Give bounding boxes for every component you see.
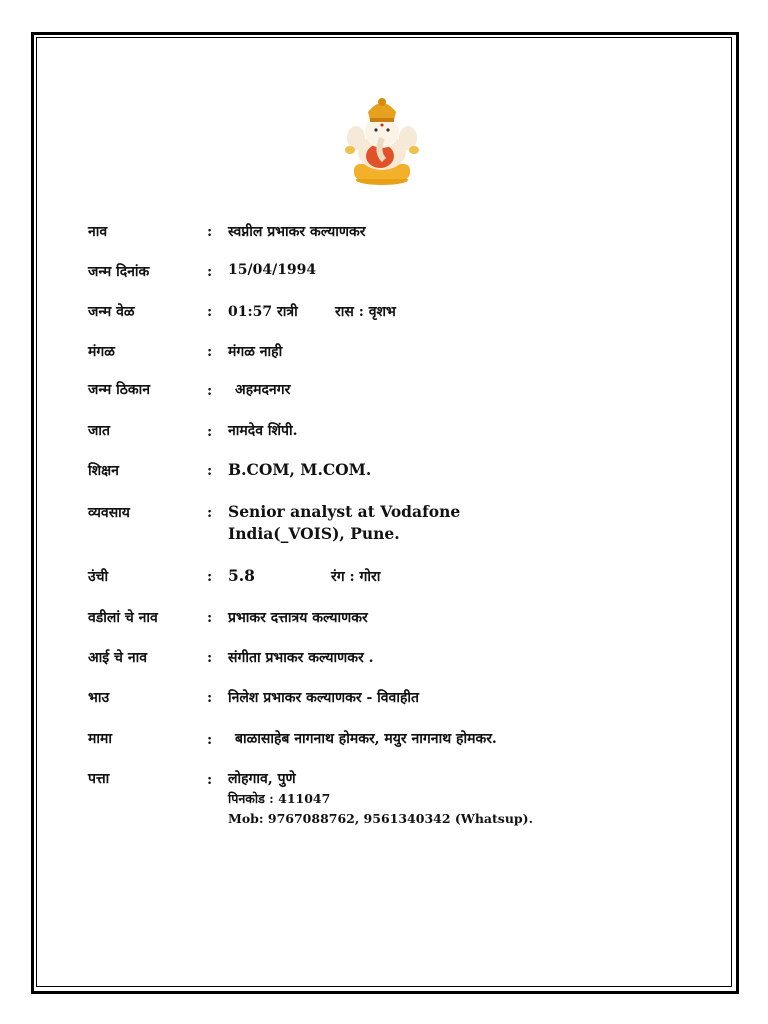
complexion-value: रंग : गोरा: [331, 569, 381, 585]
dob-value: 15/04/1994: [228, 262, 317, 278]
mangal-value: मंगळ नाही: [228, 344, 283, 360]
field-colon: :: [207, 224, 213, 240]
birth-place-value: अहमदनगर: [235, 382, 291, 398]
occupation-value-line2: India(_VOIS), Pune.: [228, 524, 400, 543]
field-colon: :: [207, 732, 213, 748]
field-label: जन्म ठिकान: [88, 382, 150, 398]
field-label: मंगळ: [88, 344, 115, 360]
field-colon: :: [207, 505, 213, 521]
field-colon: :: [207, 610, 213, 626]
address-line1: लोहगाव, पुणे: [228, 771, 296, 787]
field-colon: :: [207, 304, 213, 320]
field-colon: :: [207, 344, 213, 360]
field-label: जन्म वेळ: [88, 304, 135, 320]
field-label: व्यवसाय: [88, 505, 130, 521]
education-value: B.COM, M.COM.: [228, 460, 372, 479]
caste-value: नामदेव शिंपी.: [228, 423, 298, 439]
field-colon: :: [207, 650, 213, 666]
field-label: जात: [88, 423, 110, 439]
occupation-value-line1: Senior analyst at Vodafone: [228, 502, 461, 521]
mother-value: संगीता प्रभाकर कल्याणकर .: [228, 650, 374, 666]
field-label: जन्म दिनांक: [88, 264, 150, 280]
uncle-value: बाळासाहेब नागनाथ होमकर, मयुर नागनाथ होमकर.: [235, 731, 497, 747]
field-label: शिक्षन: [88, 463, 119, 479]
field-label: भाउ: [88, 690, 110, 706]
field-label: आई चे नाव: [88, 650, 147, 666]
birth-time-value: 01:57 रात्री: [228, 304, 298, 320]
field-colon: :: [207, 264, 213, 280]
ganesha-idol-icon: [340, 92, 424, 186]
field-colon: :: [207, 424, 213, 440]
father-value: प्रभाकर दत्तात्रय कल्याणकर: [228, 610, 368, 626]
address-pincode: पिनकोड : 411047: [228, 791, 331, 806]
field-colon: :: [207, 690, 213, 706]
field-label: मामा: [88, 731, 112, 747]
rashi-value: रास : वृशभ: [335, 304, 396, 320]
field-label: उंची: [88, 569, 109, 585]
field-label: नाव: [88, 224, 108, 240]
field-colon: :: [207, 383, 213, 399]
brother-value: निलेश प्रभाकर कल्याणकर - विवाहीत: [228, 690, 419, 706]
height-value: 5.8: [228, 566, 255, 585]
address-mobile: Mob: 9767088762, 9561340342 (Whatsup).: [228, 811, 533, 826]
field-colon: :: [207, 463, 213, 479]
field-colon: :: [207, 569, 213, 585]
name-value: स्वप्नील प्रभाकर कल्याणकर: [228, 224, 366, 240]
field-label: पत्ता: [88, 771, 110, 787]
field-colon: :: [207, 772, 213, 788]
field-label: वडीलां चे नाव: [88, 610, 158, 626]
